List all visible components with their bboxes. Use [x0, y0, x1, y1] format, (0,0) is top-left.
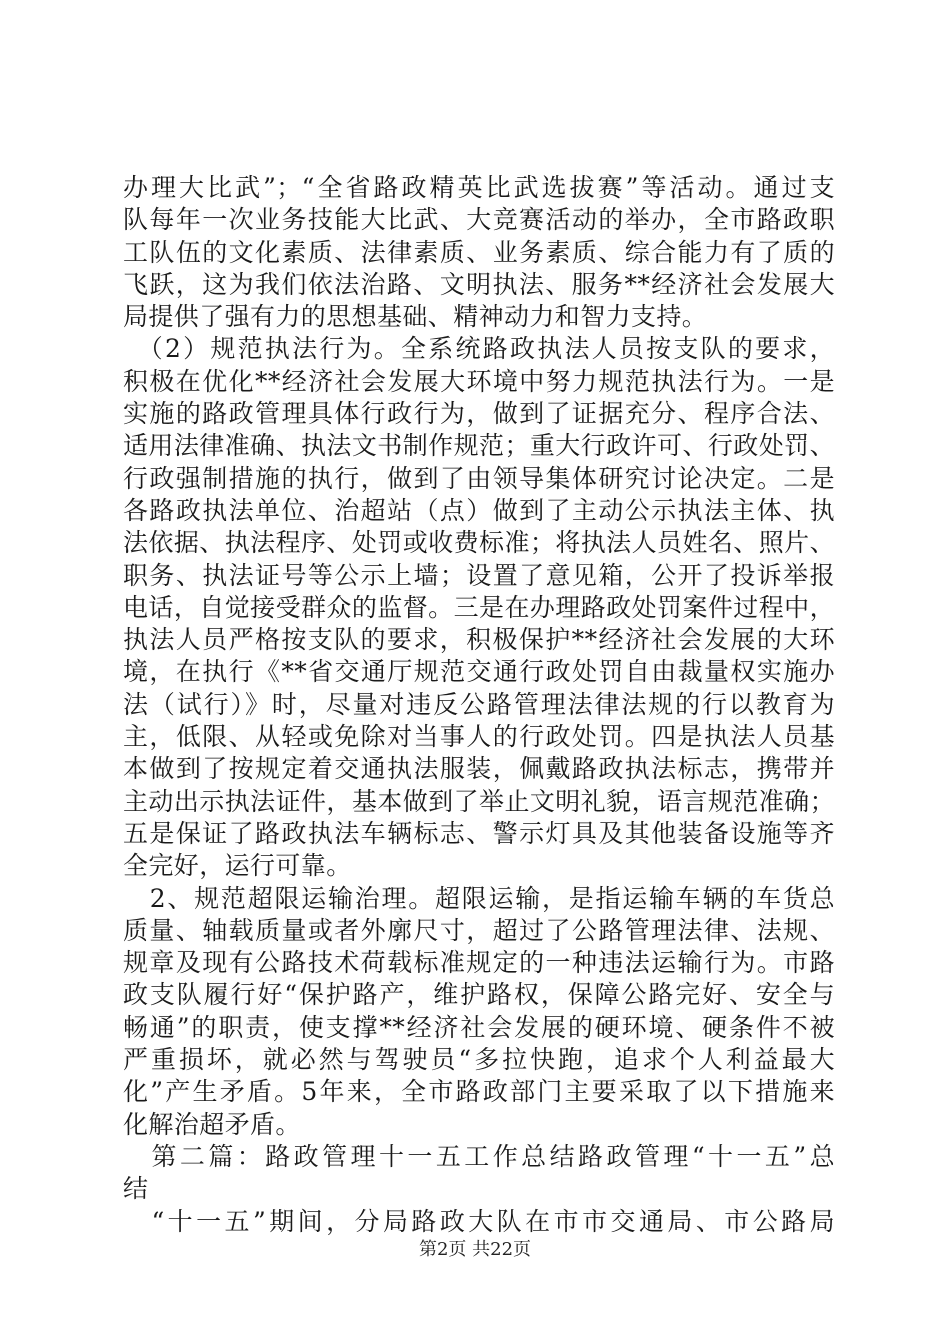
text-line: 电话，自觉接受群众的监督。三是在办理路政处罚案件过程中， — [123, 592, 835, 622]
text-line: 化解治超矛盾。 — [123, 1109, 301, 1139]
text-line: 飞跃，这为我们依法治路、文明执法、服务**经济社会发展大 — [123, 269, 835, 299]
text-line: 主，低限、从轻或免除对当事人的行政处罚。四是执法人员基 — [123, 722, 835, 752]
text-line: 队每年一次业务技能大比武、大竞赛活动的举办，全市路政职 — [123, 205, 835, 235]
text-line: 积极在优化**经济社会发展大环境中努力规范执法行为。一是 — [123, 366, 835, 396]
text-line: 工队伍的文化素质、法律素质、业务素质、综合能力有了质的 — [123, 237, 835, 267]
text-line: 畅通”的职责，使支撑**经济社会发展的硬环境、硬条件不被 — [123, 1012, 835, 1042]
text-line: 严重损坏，就必然与驾驶员“多拉快跑，追求个人利益最大 — [123, 1045, 835, 1075]
text-line: 2、规范超限运输治理。超限运输，是指运输车辆的车货总 — [123, 883, 835, 913]
text-line: 质量、轴载质量或者外廓尺寸，超过了公路管理法律、法规、 — [123, 915, 835, 945]
text-line: 职务、执法证号等公示上墙；设置了意见箱，公开了投诉举报 — [123, 560, 835, 590]
document-body — [123, 172, 835, 1238]
text-line: 局提供了强有力的思想基础、精神动力和智力支持。 — [123, 302, 708, 332]
text-line: 政支队履行好“保护路产，维护路权，保障公路完好、安全与 — [123, 980, 835, 1010]
text-line: 规章及现有公路技术荷载标准规定的一种违法运输行为。市路 — [123, 948, 835, 978]
text-line: 境，在执行《**省交通厅规范交通行政处罚自由裁量权实施办 — [123, 657, 835, 687]
text-line: 执法人员严格按支队的要求，积极保护**经济社会发展的大环 — [123, 625, 835, 655]
text-line: 化”产生矛盾。5年来，全市路政部门主要采取了以下措施来 — [123, 1077, 835, 1107]
text-line: “十一五”期间，分局路政大队在市市交通局、市公路局 — [123, 1206, 835, 1236]
text-line: 各路政执法单位、治超站（点）做到了主动公示执法主体、执 — [123, 495, 835, 525]
text-line: 行政强制措施的执行，做到了由领导集体研究讨论决定。二是 — [123, 463, 835, 493]
text-line: 第二篇：路政管理十一五工作总结路政管理“十一五”总 — [123, 1141, 835, 1171]
text-line: 全完好，运行可靠。 — [123, 851, 352, 881]
page-footer: 第2页 共22页 — [418, 1239, 532, 1260]
text-line: 主动出示执法证件，基本做到了举止文明礼貌，语言规范准确； — [123, 786, 835, 816]
text-line: 五是保证了路政执法车辆标志、警示灯具及其他装备设施等齐 — [123, 818, 835, 848]
text-line: 适用法律准确、执法文书制作规范；重大行政许可、行政处罚、 — [123, 431, 835, 461]
text-line: 本做到了按规定着交通执法服装，佩戴路政执法标志，携带并 — [123, 754, 835, 784]
text-line: （2）规范执法行为。全系统路政执法人员按支队的要求， — [123, 334, 835, 364]
text-line: 法（试行）》时，尽量对违反公路管理法律法规的行以教育为 — [123, 689, 835, 719]
text-line: 法依据、执法程序、处罚或收费标准；将执法人员姓名、照片、 — [123, 528, 835, 558]
text-line: 结 — [123, 1174, 149, 1204]
text-line: 实施的路政管理具体行政行为，做到了证据充分、程序合法、 — [123, 399, 835, 429]
text-line: 办理大比武”；“全省路政精英比武选拔赛”等活动。通过支 — [123, 173, 835, 202]
